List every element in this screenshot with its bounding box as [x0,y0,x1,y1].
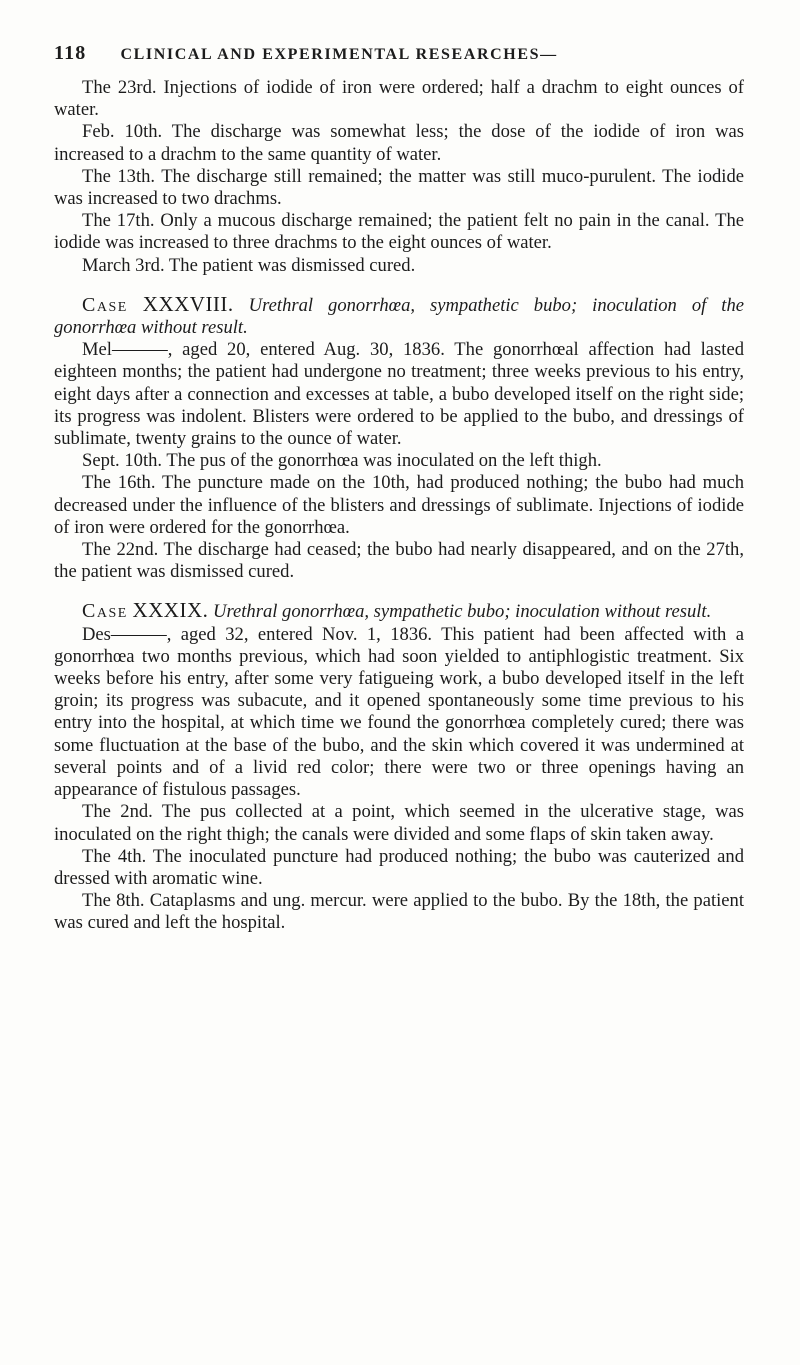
entry-paragraph: The 13th. The discharge still remained; the matter was still muco-purulent. The iodide was increased to two drachms. [54,165,744,210]
case-label: Case [82,293,128,316]
case-heading [54,599,744,623]
running-title: CLINICAL AND EXPERIMENTAL RESEARCHES— [120,46,558,63]
entry-paragraph: The 2nd. The pus collected at a point, which seemed in the ulcerative stage, was inoculated on the right thigh; the canals were divided and some flaps of skin taken away. [54,801,744,845]
page-number: 118 [54,42,87,64]
entry-paragraph: The 22nd. The discharge had ceased; the bubo had nearly disappeared, and on the 27th, the patient was dismissed cured. [54,539,744,583]
entry-paragraph: The 8th. Cataplasms and ung. mercur. were applied to the bubo. By the 18th, the patient was cured and left the hospital. [54,890,744,934]
entry-paragraph: The 4th. The inoculated puncture had produced nothing; the bubo was cauterized and dressed with aromatic wine. [54,845,744,889]
entry-paragraph: Mel———, aged 20, entered Aug. 30, 1836. The gonorrhœal affection had lasted eighteen months; the patient had undergone no treatment; three weeks previous to his entry, eight days after a connection and excesses at table, a bubo developed itself on the right side; its progress was indolent. Blisters were ordered to be applied to the bubo, and dressings of sublimate, twenty grains to the ounce of water. [54,339,744,450]
entry-paragraph: Des———, aged 32, entered Nov. 1, 1836. This patient had been affected with a gonorrhœa two months previous, which had soon yielded to antiphlogistic treatment. Six weeks before his entry, after some very fatigueing work, a bubo developed itself in the left groin; its progress was subacute, and it opened spontaneously some time previous to his entry into the hospital, at which time we found the gonorrhœa completely cured; there was some fluctuation at the base of the bubo, and the skin which covered it was undermined at several points and of a livid red color; there were two or three openings having an appearance of fistulous passages. [54,623,744,801]
entry-paragraph: The 23rd. Injections of iodide of iron were ordered; half a drachm to eight ounces of water. [54,77,744,121]
entry-paragraph: The 17th. Only a mucous discharge remained; the patient felt no pain in the canal. The iodide was increased to three drachms to the eight ounces of water. [54,210,744,254]
case-title: Urethral gonorrhœa, sympathetic bubo; inoculation of the gonorrhœa without result. [54,294,744,339]
case-label: Case [82,600,128,623]
entry-paragraph: Feb. 10th. The discharge was somewhat less; the dose of the iodide of iron was increased to a drachm to the same quantity of water. [54,121,744,165]
entry-paragraph: Sept. 10th. The pus of the gonorrhœa was inoculated on the left thigh. [82,450,602,472]
case-number: XXXVIII. [142,291,234,316]
entry-paragraph: March 3rd. The patient was dismissed cured. [82,254,416,276]
body-text [54,77,744,935]
case-title: Urethral gonorrhœa, sympathetic bubo; inoculation without result. [213,601,712,623]
entry-paragraph: The 16th. The puncture made on the 10th, had produced nothing; the bubo had much decreased under the influence of the blisters and dressings of sublimate. Injections of iodide of iron were ordered for the gonorrhœa. [54,472,744,538]
running-head [54,42,744,65]
case-number: XXXIX. [132,598,209,623]
case-heading [54,293,744,339]
